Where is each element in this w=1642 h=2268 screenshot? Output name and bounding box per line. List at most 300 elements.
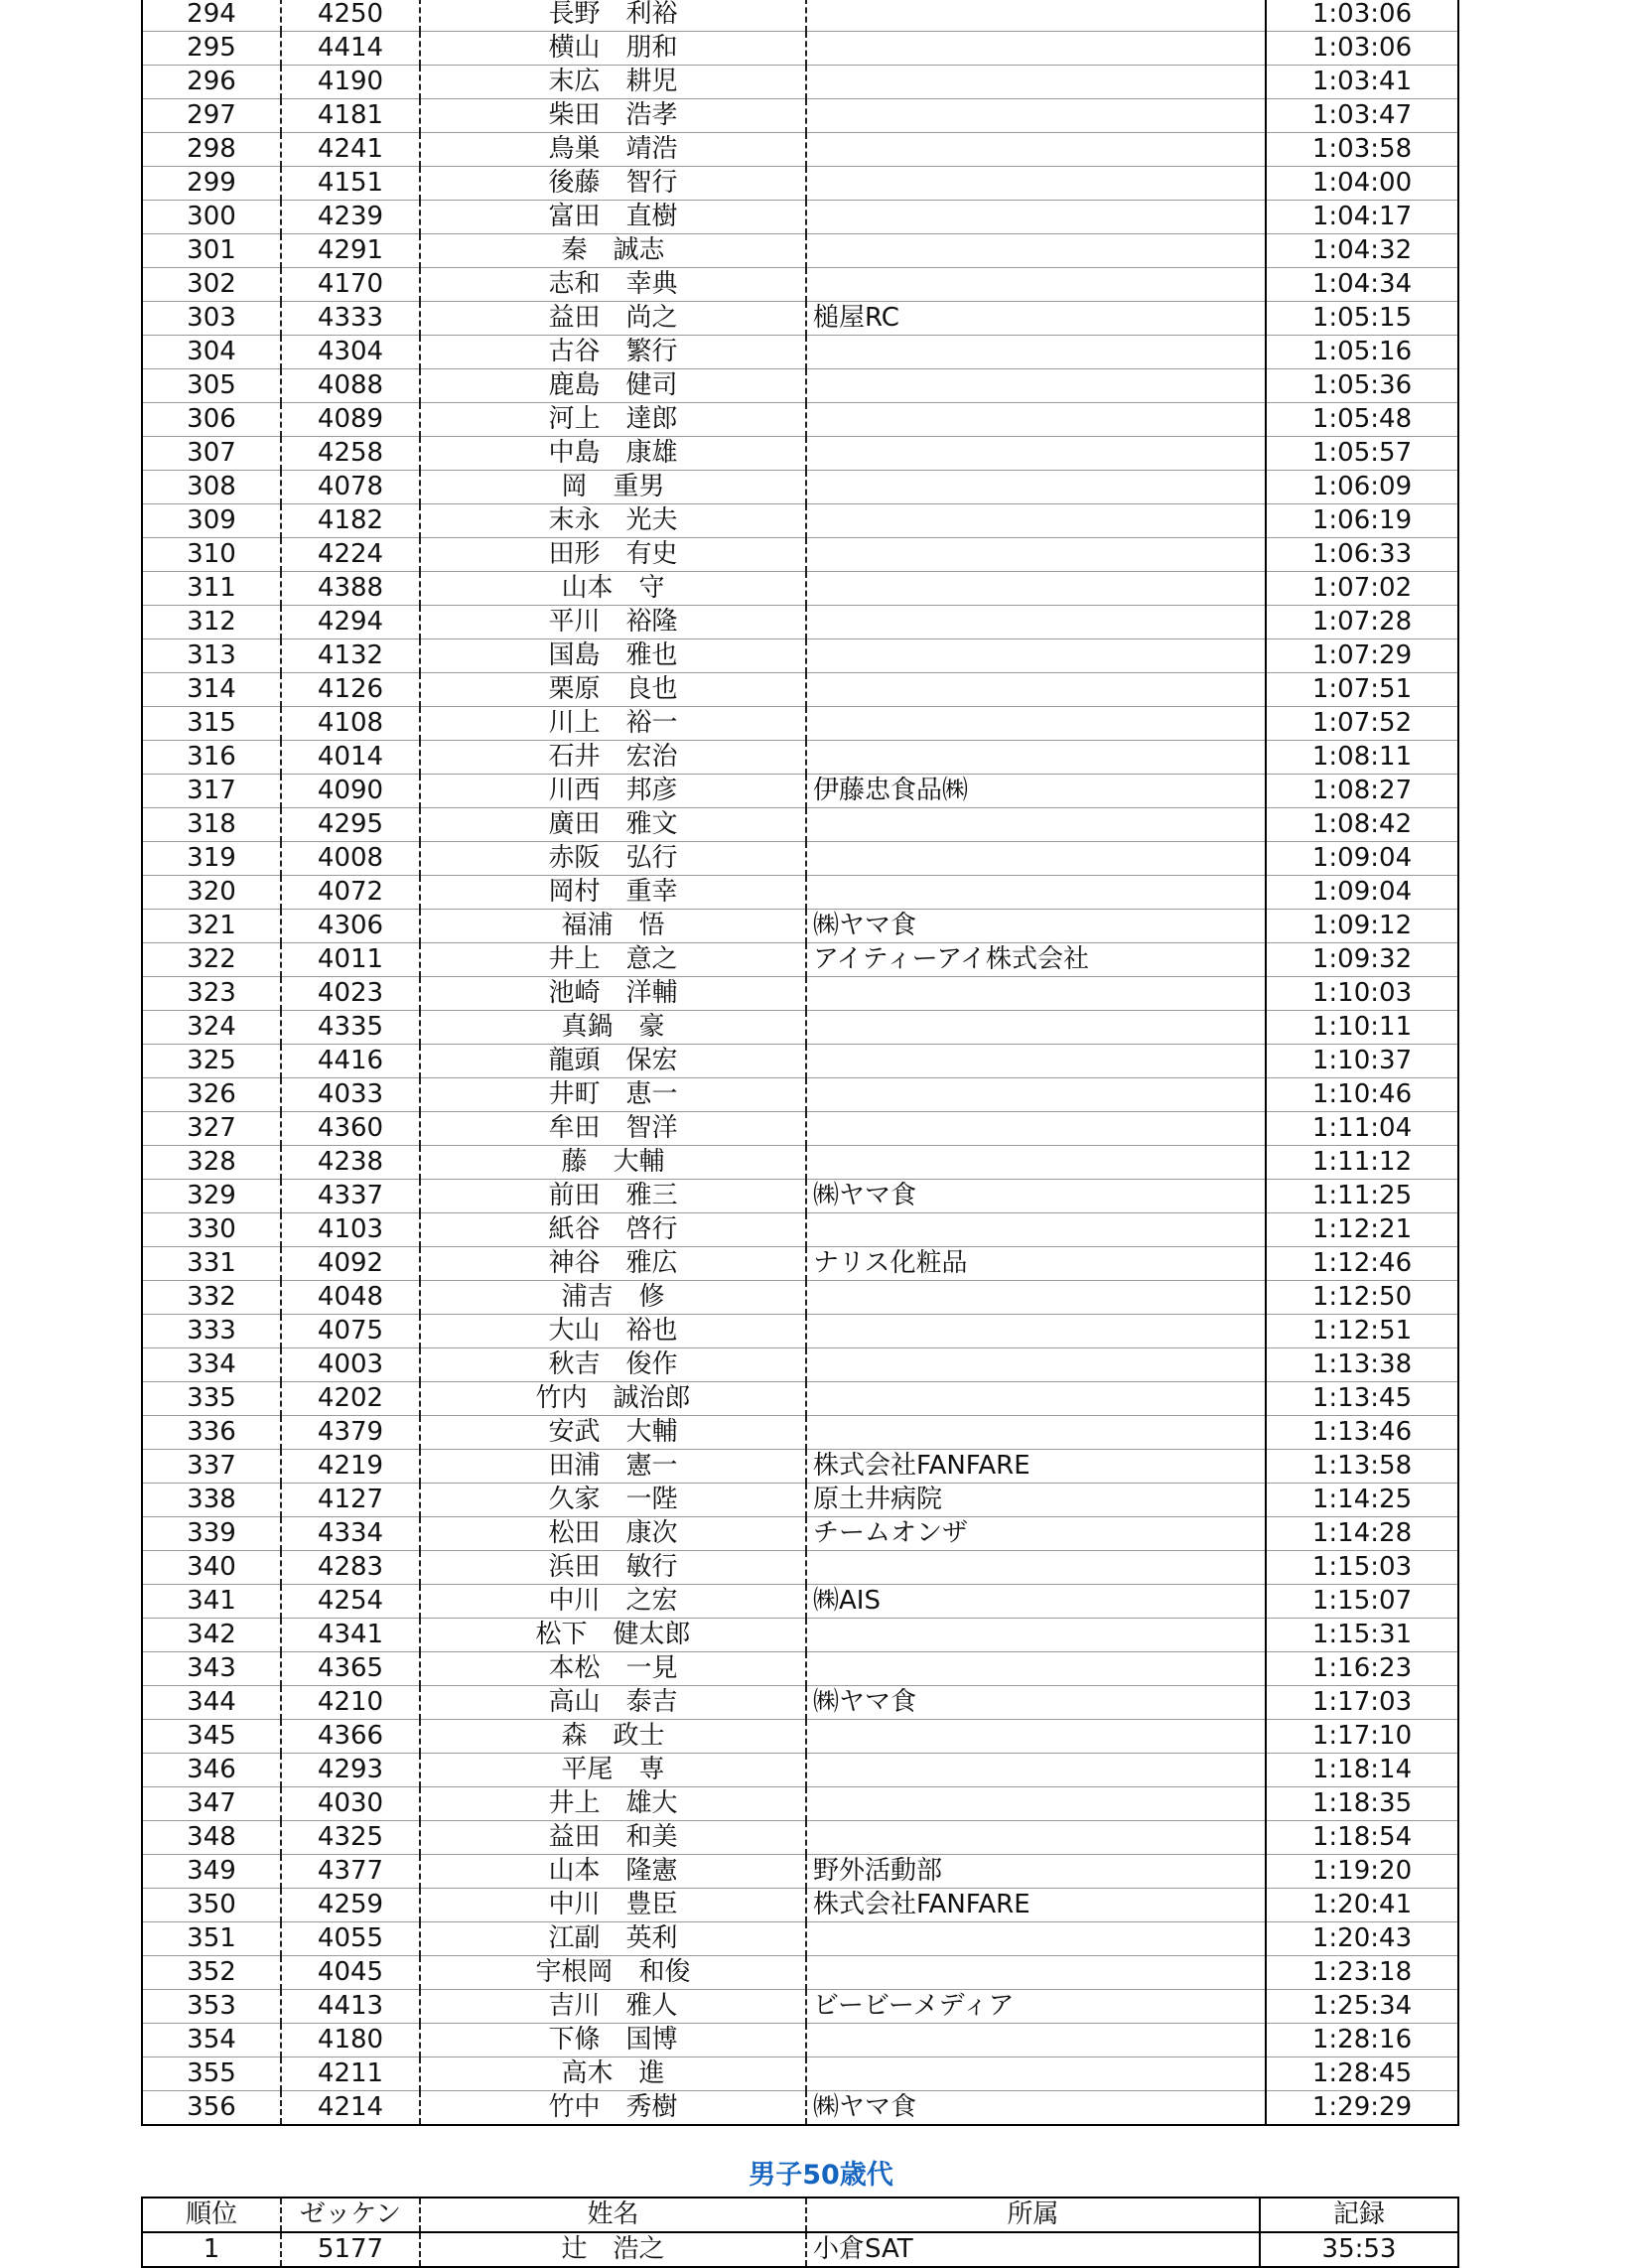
cell-time: 1:11:04 (1266, 1112, 1458, 1146)
cell-time: 1:09:32 (1266, 943, 1458, 977)
cell-name: 益田 和美 (420, 1821, 806, 1855)
table-row (142, 99, 1458, 133)
cell-team: 伊藤忠食品㈱ (806, 775, 1266, 808)
cell-team (806, 437, 1266, 471)
cell-bib: 4211 (281, 2057, 420, 2091)
cell-bib: 4088 (281, 369, 420, 403)
cell-team: ナリス化粧品 (806, 1247, 1266, 1281)
cell-time: 1:17:03 (1266, 1686, 1458, 1720)
cell-rank: 304 (142, 336, 281, 369)
cell-team: アイティーアイ株式会社 (806, 943, 1266, 977)
cell-team (806, 1011, 1266, 1045)
cell-team (806, 538, 1266, 572)
cell-team (806, 1045, 1266, 1078)
cell-time: 1:11:12 (1266, 1146, 1458, 1180)
cell-name: 龍頭 保宏 (420, 1045, 806, 1078)
cell-rank: 315 (142, 707, 281, 741)
cell-name: 廣田 雅文 (420, 808, 806, 842)
table-row (142, 1045, 1458, 1078)
cell-name: 江副 英利 (420, 1922, 806, 1956)
cell-rank: 300 (142, 201, 281, 234)
cell-time: 1:04:32 (1266, 234, 1458, 268)
cell-rank: 344 (142, 1686, 281, 1720)
cell-bib: 4181 (281, 99, 420, 133)
cell-team: ㈱ヤマ食 (806, 1180, 1266, 1213)
cell-rank: 301 (142, 234, 281, 268)
cell-rank: 331 (142, 1247, 281, 1281)
table-row (142, 775, 1458, 808)
cell-rank: 295 (142, 32, 281, 66)
cell-name: 栗原 良也 (420, 673, 806, 707)
cell-rank: 328 (142, 1146, 281, 1180)
table-row (142, 32, 1458, 66)
table-row (142, 943, 1458, 977)
cell-rank: 355 (142, 2057, 281, 2091)
cell-rank: 350 (142, 1889, 281, 1922)
cell-bib: 4304 (281, 336, 420, 369)
cell-rank: 305 (142, 369, 281, 403)
cell-rank: 319 (142, 842, 281, 876)
cell-rank: 320 (142, 876, 281, 910)
cell-time: 1:03:58 (1266, 133, 1458, 167)
cell-team (806, 99, 1266, 133)
cell-name: 山本 隆憲 (420, 1855, 806, 1889)
cell-rank: 337 (142, 1450, 281, 1484)
cell-bib: 4090 (281, 775, 420, 808)
header-team: 所属 (806, 2197, 1260, 2232)
cell-time: 1:08:27 (1266, 775, 1458, 808)
cell-rank: 335 (142, 1382, 281, 1416)
cell-bib: 4048 (281, 1281, 420, 1315)
cell-bib: 4170 (281, 268, 420, 302)
table-row (142, 1213, 1458, 1247)
table-row (142, 842, 1458, 876)
cell-team: ㈱ヤマ食 (806, 1686, 1266, 1720)
cell-time: 1:03:47 (1266, 99, 1458, 133)
cell-rank: 311 (142, 572, 281, 606)
cell-time: 1:09:12 (1266, 910, 1458, 943)
cell-team (806, 133, 1266, 167)
cell-time: 1:29:29 (1266, 2091, 1458, 2126)
cell-name: 真鍋 豪 (420, 1011, 806, 1045)
cell-name: 後藤 智行 (420, 167, 806, 201)
cell-rank: 345 (142, 1720, 281, 1754)
cell-rank: 303 (142, 302, 281, 336)
cell-rank: 297 (142, 99, 281, 133)
cell-rank: 313 (142, 639, 281, 673)
cell-rank: 352 (142, 1956, 281, 1990)
cell-name: 柴田 浩孝 (420, 99, 806, 133)
cell-rank: 294 (142, 0, 281, 32)
results-table-men-50s (141, 2197, 1459, 2268)
cell-bib: 4293 (281, 1754, 420, 1787)
table-row (142, 336, 1458, 369)
cell-bib: 4075 (281, 1315, 420, 1348)
cell-rank: 296 (142, 66, 281, 99)
cell-rank: 351 (142, 1922, 281, 1956)
cell-rank: 343 (142, 1652, 281, 1686)
cell-name: 岡村 重幸 (420, 876, 806, 910)
cell-bib: 4224 (281, 538, 420, 572)
cell-bib: 4283 (281, 1551, 420, 1585)
cell-time: 1:07:52 (1266, 707, 1458, 741)
cell-bib: 4023 (281, 977, 420, 1011)
table-row (142, 2232, 1458, 2267)
cell-rank: 342 (142, 1619, 281, 1652)
cell-name: 大山 裕也 (420, 1315, 806, 1348)
table-row (142, 1146, 1458, 1180)
cell-time: 1:13:58 (1266, 1450, 1458, 1484)
table-row (142, 1348, 1458, 1382)
cell-team (806, 1551, 1266, 1585)
cell-name: 益田 尚之 (420, 302, 806, 336)
cell-bib: 4239 (281, 201, 420, 234)
cell-team (806, 1281, 1266, 1315)
cell-team (806, 201, 1266, 234)
cell-bib: 4416 (281, 1045, 420, 1078)
cell-rank: 332 (142, 1281, 281, 1315)
cell-team (806, 1382, 1266, 1416)
table-row (142, 1686, 1458, 1720)
cell-team: ㈱ヤマ食 (806, 2091, 1266, 2126)
cell-time: 1:12:21 (1266, 1213, 1458, 1247)
cell-name: 鹿島 健司 (420, 369, 806, 403)
table-header-row (142, 2197, 1458, 2232)
cell-time: 1:08:42 (1266, 808, 1458, 842)
cell-name: 安武 大輔 (420, 1416, 806, 1450)
cell-name: 高木 進 (420, 2057, 806, 2091)
table-row (142, 1382, 1458, 1416)
cell-rank: 356 (142, 2091, 281, 2126)
cell-time: 1:20:41 (1266, 1889, 1458, 1922)
cell-team (806, 1078, 1266, 1112)
cell-rank: 330 (142, 1213, 281, 1247)
cell-name: 石井 宏治 (420, 741, 806, 775)
cell-name: 秋吉 俊作 (420, 1348, 806, 1382)
cell-name: 赤阪 弘行 (420, 842, 806, 876)
cell-name: 田浦 憲一 (420, 1450, 806, 1484)
cell-time: 1:18:35 (1266, 1787, 1458, 1821)
cell-name: 中川 之宏 (420, 1585, 806, 1619)
cell-bib: 4008 (281, 842, 420, 876)
cell-bib: 4182 (281, 504, 420, 538)
cell-rank: 314 (142, 673, 281, 707)
cell-team: ㈱AIS (806, 1585, 1266, 1619)
cell-bib: 4214 (281, 2091, 420, 2126)
cell-rank: 327 (142, 1112, 281, 1146)
cell-name: 山本 守 (420, 572, 806, 606)
cell-time: 1:17:10 (1266, 1720, 1458, 1754)
cell-time: 1:12:51 (1266, 1315, 1458, 1348)
table-row (142, 0, 1458, 32)
cell-name: 久家 一陛 (420, 1484, 806, 1517)
cell-time: 1:14:28 (1266, 1517, 1458, 1551)
cell-time: 1:05:16 (1266, 336, 1458, 369)
cell-bib: 4337 (281, 1180, 420, 1213)
table-row (142, 606, 1458, 639)
cell-rank: 326 (142, 1078, 281, 1112)
cell-bib: 4335 (281, 1011, 420, 1045)
cell-bib: 5177 (281, 2232, 420, 2267)
table-row (142, 2057, 1458, 2091)
table-row (142, 1416, 1458, 1450)
cell-bib: 4333 (281, 302, 420, 336)
cell-rank: 316 (142, 741, 281, 775)
cell-bib: 4341 (281, 1619, 420, 1652)
cell-team (806, 32, 1266, 66)
cell-name: 牟田 智洋 (420, 1112, 806, 1146)
cell-name: 河上 達郎 (420, 403, 806, 437)
cell-rank: 341 (142, 1585, 281, 1619)
cell-time: 1:04:00 (1266, 167, 1458, 201)
cell-name: 浜田 敏行 (420, 1551, 806, 1585)
table-row (142, 268, 1458, 302)
cell-team (806, 66, 1266, 99)
cell-rank: 336 (142, 1416, 281, 1450)
cell-name: 竹内 誠治郎 (420, 1382, 806, 1416)
table-row (142, 1078, 1458, 1112)
cell-name: 本松 一見 (420, 1652, 806, 1686)
cell-team (806, 842, 1266, 876)
cell-time: 1:07:29 (1266, 639, 1458, 673)
cell-bib: 4103 (281, 1213, 420, 1247)
table-row (142, 1011, 1458, 1045)
cell-name: 中川 豊臣 (420, 1889, 806, 1922)
cell-rank: 321 (142, 910, 281, 943)
table-row (142, 167, 1458, 201)
cell-team (806, 1146, 1266, 1180)
cell-name: 下條 国博 (420, 2024, 806, 2057)
cell-bib: 4414 (281, 32, 420, 66)
table-row (142, 1281, 1458, 1315)
cell-time: 1:10:37 (1266, 1045, 1458, 1078)
cell-team: 槌屋RC (806, 302, 1266, 336)
table-row (142, 538, 1458, 572)
cell-team (806, 1213, 1266, 1247)
cell-team (806, 1416, 1266, 1450)
cell-name: 竹中 秀樹 (420, 2091, 806, 2126)
table-row (142, 1990, 1458, 2024)
cell-time: 1:09:04 (1266, 876, 1458, 910)
cell-name: 浦吉 修 (420, 1281, 806, 1315)
cell-name: 松下 健太郎 (420, 1619, 806, 1652)
cell-time: 1:18:54 (1266, 1821, 1458, 1855)
table-row (142, 1787, 1458, 1821)
cell-team (806, 1956, 1266, 1990)
cell-bib: 4126 (281, 673, 420, 707)
cell-bib: 4258 (281, 437, 420, 471)
cell-rank: 309 (142, 504, 281, 538)
cell-time: 1:13:45 (1266, 1382, 1458, 1416)
cell-time: 1:13:46 (1266, 1416, 1458, 1450)
cell-time: 1:15:07 (1266, 1585, 1458, 1619)
cell-name: 平尾 専 (420, 1754, 806, 1787)
cell-time: 1:07:28 (1266, 606, 1458, 639)
cell-team (806, 1652, 1266, 1686)
cell-time: 1:10:03 (1266, 977, 1458, 1011)
cell-bib: 4089 (281, 403, 420, 437)
cell-team (806, 1787, 1266, 1821)
cell-team (806, 234, 1266, 268)
cell-bib: 4180 (281, 2024, 420, 2057)
cell-time: 1:11:25 (1266, 1180, 1458, 1213)
table-row (142, 1180, 1458, 1213)
cell-time: 1:05:57 (1266, 437, 1458, 471)
cell-bib: 4055 (281, 1922, 420, 1956)
cell-bib: 4190 (281, 66, 420, 99)
cell-team (806, 1922, 1266, 1956)
cell-name: 川上 裕一 (420, 707, 806, 741)
cell-team: ㈱ヤマ食 (806, 910, 1266, 943)
cell-bib: 4151 (281, 167, 420, 201)
table-row (142, 673, 1458, 707)
table-row (142, 707, 1458, 741)
cell-rank: 338 (142, 1484, 281, 1517)
cell-rank: 308 (142, 471, 281, 504)
table-row (142, 639, 1458, 673)
cell-bib: 4259 (281, 1889, 420, 1922)
cell-time: 1:07:02 (1266, 572, 1458, 606)
cell-bib: 4092 (281, 1247, 420, 1281)
cell-name: 末広 耕児 (420, 66, 806, 99)
table-row (142, 910, 1458, 943)
cell-bib: 4011 (281, 943, 420, 977)
table-row (142, 1889, 1458, 1922)
cell-team (806, 1112, 1266, 1146)
cell-name: 田形 有史 (420, 538, 806, 572)
cell-team: ビービーメディア (806, 1990, 1266, 2024)
cell-bib: 4250 (281, 0, 420, 32)
cell-name: 鳥巣 靖浩 (420, 133, 806, 167)
cell-bib: 4254 (281, 1585, 420, 1619)
cell-bib: 4132 (281, 639, 420, 673)
cell-name: 岡 重男 (420, 471, 806, 504)
cell-bib: 4078 (281, 471, 420, 504)
cell-name: 川西 邦彦 (420, 775, 806, 808)
cell-team (806, 1821, 1266, 1855)
cell-team (806, 403, 1266, 437)
results-table-men-50s-body (142, 2232, 1458, 2267)
cell-team (806, 336, 1266, 369)
cell-bib: 4379 (281, 1416, 420, 1450)
cell-time: 1:10:46 (1266, 1078, 1458, 1112)
cell-bib: 4295 (281, 808, 420, 842)
cell-time: 1:05:48 (1266, 403, 1458, 437)
table-row (142, 876, 1458, 910)
cell-team (806, 639, 1266, 673)
cell-time: 1:05:36 (1266, 369, 1458, 403)
cell-team (806, 977, 1266, 1011)
cell-rank: 306 (142, 403, 281, 437)
cell-team: 株式会社FANFARE (806, 1450, 1266, 1484)
table-row (142, 504, 1458, 538)
cell-bib: 4366 (281, 1720, 420, 1754)
cell-name: 高山 泰吉 (420, 1686, 806, 1720)
cell-name: 志和 幸典 (420, 268, 806, 302)
cell-team (806, 1720, 1266, 1754)
cell-time: 1:06:19 (1266, 504, 1458, 538)
cell-team (806, 606, 1266, 639)
results-table-continued (141, 0, 1459, 2126)
cell-bib: 4365 (281, 1652, 420, 1686)
table-row (142, 977, 1458, 1011)
table-row (142, 741, 1458, 775)
cell-time: 1:07:51 (1266, 673, 1458, 707)
cell-team (806, 369, 1266, 403)
cell-rank: 354 (142, 2024, 281, 2057)
cell-time: 1:14:25 (1266, 1484, 1458, 1517)
cell-name: 平川 裕隆 (420, 606, 806, 639)
cell-name: 神谷 雅広 (420, 1247, 806, 1281)
cell-bib: 4030 (281, 1787, 420, 1821)
cell-time: 1:13:38 (1266, 1348, 1458, 1382)
table-row (142, 1652, 1458, 1686)
cell-team (806, 268, 1266, 302)
cell-time: 1:23:18 (1266, 1956, 1458, 1990)
table-row (142, 1720, 1458, 1754)
cell-rank: 312 (142, 606, 281, 639)
cell-time: 1:28:16 (1266, 2024, 1458, 2057)
cell-name: 福浦 悟 (420, 910, 806, 943)
cell-rank: 347 (142, 1787, 281, 1821)
cell-team: 原土井病院 (806, 1484, 1266, 1517)
cell-rank: 340 (142, 1551, 281, 1585)
results-table-body (142, 0, 1458, 2125)
header-name: 姓名 (420, 2197, 806, 2232)
cell-bib: 4202 (281, 1382, 420, 1416)
cell-bib: 4238 (281, 1146, 420, 1180)
cell-team (806, 167, 1266, 201)
cell-team (806, 741, 1266, 775)
cell-time: 1:04:34 (1266, 268, 1458, 302)
cell-time: 1:06:33 (1266, 538, 1458, 572)
cell-bib: 4219 (281, 1450, 420, 1484)
cell-name: 井町 恵一 (420, 1078, 806, 1112)
cell-rank: 348 (142, 1821, 281, 1855)
cell-bib: 4294 (281, 606, 420, 639)
cell-rank: 339 (142, 1517, 281, 1551)
cell-name: 森 政士 (420, 1720, 806, 1754)
cell-team (806, 1315, 1266, 1348)
table-row (142, 403, 1458, 437)
cell-name: 古谷 繁行 (420, 336, 806, 369)
cell-bib: 4210 (281, 1686, 420, 1720)
cell-rank: 333 (142, 1315, 281, 1348)
cell-bib: 4334 (281, 1517, 420, 1551)
table-row (142, 2024, 1458, 2057)
cell-time: 1:15:03 (1266, 1551, 1458, 1585)
table-row (142, 437, 1458, 471)
cell-time: 1:12:50 (1266, 1281, 1458, 1315)
cell-rank: 310 (142, 538, 281, 572)
cell-time: 1:20:43 (1266, 1922, 1458, 1956)
cell-name: 前田 雅三 (420, 1180, 806, 1213)
table-row (142, 1450, 1458, 1484)
cell-team: 株式会社FANFARE (806, 1889, 1266, 1922)
cell-rank: 323 (142, 977, 281, 1011)
cell-time: 1:16:23 (1266, 1652, 1458, 1686)
cell-rank: 1 (142, 2232, 281, 2267)
cell-name: 中島 康雄 (420, 437, 806, 471)
cell-name: 井上 雄大 (420, 1787, 806, 1821)
cell-team (806, 808, 1266, 842)
cell-bib: 4033 (281, 1078, 420, 1112)
cell-rank: 324 (142, 1011, 281, 1045)
cell-team: 小倉SAT (806, 2232, 1260, 2267)
cell-bib: 4413 (281, 1990, 420, 2024)
cell-rank: 353 (142, 1990, 281, 2024)
cell-rank: 298 (142, 133, 281, 167)
